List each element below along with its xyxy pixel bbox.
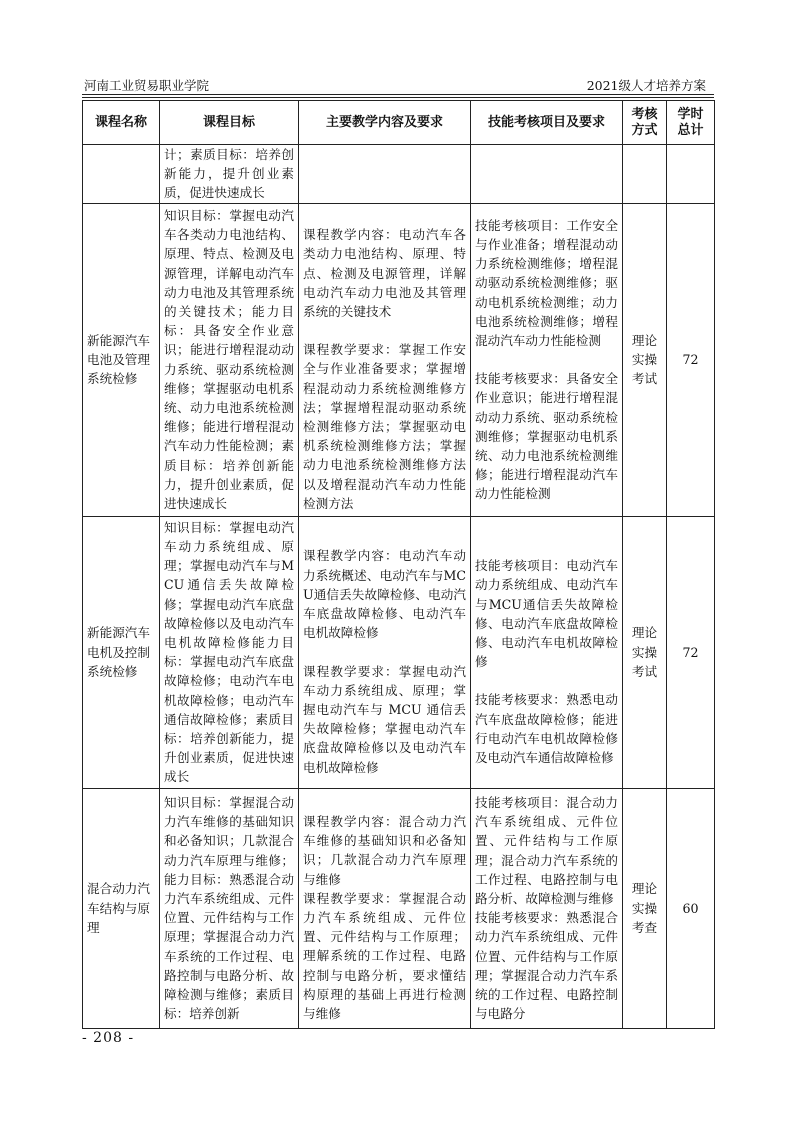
hours-cell: 72 [667, 203, 715, 516]
content-cell [299, 516, 471, 788]
table-row-continuation [83, 145, 715, 204]
exam-cell: 理论 实操 考试 [623, 516, 667, 788]
col-header-exam: 考核 方式 [623, 101, 667, 145]
skill-cell [471, 516, 623, 788]
teaching-content: 课程教学内容：混合动力汽车维修的基础知识和必备知识；几款混合动力汽车原理与维修 [303, 813, 466, 887]
table-header-row [83, 101, 715, 145]
skill-items: 技能考核项目：工作安全与作业准备；增程混动动力系统检测维修；增程混动驱动系统检测维修；驱动电机系统检测维；动力电池系统检测维修；增程混动汽车动力性能检测 [475, 217, 618, 348]
teaching-requirement: 课程教学要求：掌握混合动力汽车系统组成、元件位置、元件结构与工作原理；理解系统的工作过程、电路控制与电路分析，要求懂结构原理的基础上再进行检测与维修 [303, 890, 466, 1022]
col-header-goal: 课程目标 [160, 101, 299, 145]
col-header-course: 课程名称 [83, 101, 160, 145]
header-rule-thin [82, 97, 714, 98]
course-name-cell: 混合动力汽车结构与原理 [83, 788, 160, 1028]
exam-cell: 理论 实操 考查 [623, 788, 667, 1028]
skill-requirement: 技能考核要求：熟悉混合动力汽车系统组成、元件位置、元件结构与工作原理；掌握混合动力汽车系统的工作过程、电路控制与电路分 [475, 910, 618, 1022]
course-goal-cell: 知识目标：掌握混合动力汽车维修的基础知识和必备知识；几款混合动力汽车原理与维修；能力目标：熟悉混合动力汽车系统组成、元件位置、元件结构与工作原理；掌握混合动力汽车系统的工作过程、电路控制与电路分析、故障检测与维修；素质目标：培养创新 [160, 788, 299, 1028]
course-goal-cell: 知识目标：掌握电动汽车动力系统组成、原理；掌握电动汽车与MCU通信丢失故障检修；掌握电动汽车底盘故障检修以及电动汽车电机故障检修能力目标：掌握电动汽车底盘故障检修；电动汽车电机故障检修；电动汽车通信故障检修；素质目标：培养创新能力，提升创业素质，促进快速成长 [160, 516, 299, 788]
table-row [83, 203, 715, 516]
course-name-cell: 新能源汽车电机及控制系统检修 [83, 516, 160, 788]
skill-requirement: 技能考核要求：熟悉电动汽车底盘故障检修；能进行电动汽车电机故障检修及电动汽车通信故障检修 [475, 692, 618, 765]
header-right: 2021级人才培养方案 [586, 78, 706, 93]
content-cell [299, 145, 471, 204]
skill-requirement: 技能考核要求：具备安全作业意识；能进行增程混动动力系统、驱动系统检测维修；掌握驱动电机系统、动力电池系统检测维修；能进行增程混动汽车动力性能检测 [475, 371, 618, 502]
skill-cell [471, 788, 623, 1028]
teaching-requirement: 课程教学要求：掌握电动汽车动力系统组成、原理；掌握电动汽车与 MCU 通信丢失故障检修；掌握电动汽车底盘故障检修以及电动汽车电机故障检修 [303, 663, 466, 775]
content-cell [299, 203, 471, 516]
table-row [83, 516, 715, 788]
skill-items: 技能考核项目：电动汽车动力系统组成、电动汽车与MCU通信丢失故障检修、电动汽车底盘故障检修、电动汽车电机故障检修 [475, 558, 618, 670]
teaching-content: 课程教学内容：电动汽车动力系统概述、电动汽车与MCU通信丢失故障检修、电动汽车底盘故障检修、电动汽车电机故障检修 [303, 548, 466, 641]
col-header-hours: 学时 总计 [667, 101, 715, 145]
course-name-cell [83, 145, 160, 204]
header-rule [82, 94, 714, 95]
page-number: - 208 - [82, 1030, 135, 1046]
skill-cell [471, 145, 623, 204]
skill-cell [471, 203, 623, 516]
curriculum-table [82, 100, 715, 1029]
teaching-content: 课程教学内容：电动汽车各类动力电池结构、原理、特点、检测及电源管理，详解电动汽车动力电池及其管理系统的关键技术 [303, 227, 466, 319]
col-header-skill: 技能考核项目及要求 [471, 101, 623, 145]
course-goal-cell: 知识目标：掌握电动汽车各类动力电池结构、原理、特点、检测及电源管理，详解电动汽车动力电池及其管理系统的关键技术；能力目标：具备安全作业意识；能进行增程混动动力系统、驱动系统检测维修；掌握驱动电机系统、动力电池系统检测维修；能进行增程混动汽车动力性能检测；素质目标：培养创新能力，提升创业素质，促进快速成长 [160, 203, 299, 516]
content-cell [299, 788, 471, 1028]
header-left: 河南工业贸易职业学院 [84, 78, 210, 93]
exam-cell: 理论 实操 考试 [623, 203, 667, 516]
col-header-content: 主要教学内容及要求 [299, 101, 471, 145]
hours-cell: 72 [667, 516, 715, 788]
hours-cell: 60 [667, 788, 715, 1028]
hours-cell [667, 145, 715, 204]
skill-items: 技能考核项目：混合动力汽车系统组成、元件位置、元件结构与工作原理；混合动力汽车系统的工作过程、电路控制与电路分析、故障检测与维修 [475, 794, 618, 906]
teaching-requirement: 课程教学要求：掌握工作安全与作业准备要求；掌握增程混动动力系统检测维修方法；掌握增程混动驱动系统检测维修方法；掌握驱动电机系统检测维修方法；掌握动力电池系统检测维修方法以及增程混动汽车动力性能检测方法 [303, 342, 466, 511]
exam-cell [623, 145, 667, 204]
table-row [83, 788, 715, 1028]
course-goal-cell: 计；素质目标：培养创新能力，提升创业素质，促进快速成长 [160, 145, 299, 204]
course-name-cell: 新能源汽车电池及管理系统检修 [83, 203, 160, 516]
